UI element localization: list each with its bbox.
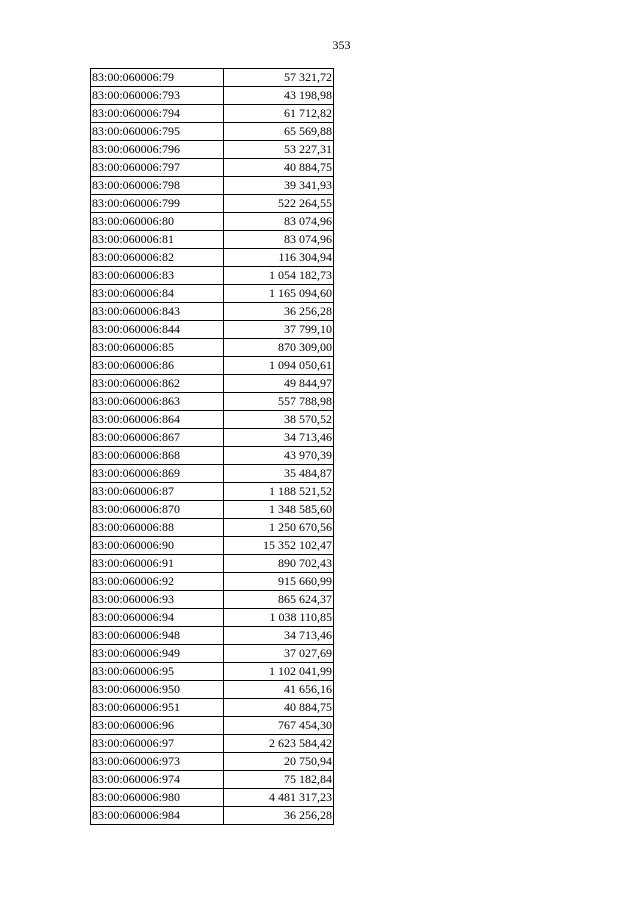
table-row [91, 699, 334, 717]
cadastral-number-cell: 83:00:060006:86 [91, 357, 224, 375]
value-cell: 1 250 670,56 [224, 519, 334, 537]
table-row [91, 411, 334, 429]
value-cell: 522 264,55 [224, 195, 334, 213]
cadastral-number-cell: 83:00:060006:867 [91, 429, 224, 447]
cadastral-number-cell: 83:00:060006:93 [91, 591, 224, 609]
value-cell: 57 321,72 [224, 69, 334, 87]
value-cell: 890 702,43 [224, 555, 334, 573]
value-cell: 53 227,31 [224, 141, 334, 159]
cadastral-number-cell: 83:00:060006:88 [91, 519, 224, 537]
value-cell: 1 054 182,73 [224, 267, 334, 285]
table-row [91, 573, 334, 591]
value-cell: 83 074,96 [224, 231, 334, 249]
value-cell: 116 304,94 [224, 249, 334, 267]
cadastral-number-cell: 83:00:060006:84 [91, 285, 224, 303]
cadastral-number-cell: 83:00:060006:844 [91, 321, 224, 339]
value-cell: 35 484,87 [224, 465, 334, 483]
value-cell: 865 624,37 [224, 591, 334, 609]
value-cell: 37 027,69 [224, 645, 334, 663]
cadastral-number-cell: 83:00:060006:97 [91, 735, 224, 753]
table-row [91, 591, 334, 609]
cadastral-number-cell: 83:00:060006:80 [91, 213, 224, 231]
value-cell: 870 309,00 [224, 339, 334, 357]
value-cell: 65 569,88 [224, 123, 334, 141]
table-row [91, 321, 334, 339]
cadastral-number-cell: 83:00:060006:950 [91, 681, 224, 699]
cadastral-number-cell: 83:00:060006:863 [91, 393, 224, 411]
table-body [91, 69, 334, 825]
cadastral-number-cell: 83:00:060006:796 [91, 141, 224, 159]
cadastral-number-cell: 83:00:060006:843 [91, 303, 224, 321]
cadastral-number-cell: 83:00:060006:973 [91, 753, 224, 771]
table-row [91, 537, 334, 555]
cadastral-number-cell: 83:00:060006:951 [91, 699, 224, 717]
table-row [91, 807, 334, 825]
cadastral-number-cell: 83:00:060006:794 [91, 105, 224, 123]
cadastral-number-cell: 83:00:060006:94 [91, 609, 224, 627]
value-cell: 915 660,99 [224, 573, 334, 591]
table-row [91, 195, 334, 213]
value-cell: 1 038 110,85 [224, 609, 334, 627]
cadastral-number-cell: 83:00:060006:82 [91, 249, 224, 267]
table-row [91, 123, 334, 141]
table-row [91, 609, 334, 627]
cadastral-number-cell: 83:00:060006:798 [91, 177, 224, 195]
table-row [91, 717, 334, 735]
cadastral-number-cell: 83:00:060006:984 [91, 807, 224, 825]
cadastral-number-cell: 83:00:060006:799 [91, 195, 224, 213]
value-cell: 557 788,98 [224, 393, 334, 411]
table-row [91, 501, 334, 519]
table-row [91, 789, 334, 807]
table-row [91, 393, 334, 411]
cadastral-number-cell: 83:00:060006:83 [91, 267, 224, 285]
cadastral-number-cell: 83:00:060006:797 [91, 159, 224, 177]
value-cell: 1 094 050,61 [224, 357, 334, 375]
value-cell: 767 454,30 [224, 717, 334, 735]
value-cell: 38 570,52 [224, 411, 334, 429]
table-row [91, 735, 334, 753]
table-row [91, 429, 334, 447]
page-number: 353 [332, 38, 351, 52]
cadastral-number-cell: 83:00:060006:980 [91, 789, 224, 807]
value-cell: 75 182,84 [224, 771, 334, 789]
table-row [91, 267, 334, 285]
value-cell: 43 198,98 [224, 87, 334, 105]
value-cell: 37 799,10 [224, 321, 334, 339]
table-row [91, 519, 334, 537]
table-row [91, 339, 334, 357]
table-row [91, 87, 334, 105]
cadastral-number-cell: 83:00:060006:91 [91, 555, 224, 573]
table-row [91, 375, 334, 393]
table-row [91, 105, 334, 123]
table-row [91, 645, 334, 663]
value-cell: 1 102 041,99 [224, 663, 334, 681]
value-cell: 2 623 584,42 [224, 735, 334, 753]
value-cell: 49 844,97 [224, 375, 334, 393]
cadastral-number-cell: 83:00:060006:793 [91, 87, 224, 105]
cadastral-number-cell: 83:00:060006:90 [91, 537, 224, 555]
cadastral-number-cell: 83:00:060006:92 [91, 573, 224, 591]
value-cell: 1 348 585,60 [224, 501, 334, 519]
value-cell: 36 256,28 [224, 807, 334, 825]
value-cell: 1 188 521,52 [224, 483, 334, 501]
value-cell: 20 750,94 [224, 753, 334, 771]
cadastral-number-cell: 83:00:060006:79 [91, 69, 224, 87]
table-row [91, 447, 334, 465]
value-cell: 41 656,16 [224, 681, 334, 699]
table-row [91, 285, 334, 303]
value-cell: 43 970,39 [224, 447, 334, 465]
value-cell: 36 256,28 [224, 303, 334, 321]
cadastral-value-table [90, 68, 334, 825]
value-cell: 83 074,96 [224, 213, 334, 231]
value-cell: 15 352 102,47 [224, 537, 334, 555]
cadastral-number-cell: 83:00:060006:85 [91, 339, 224, 357]
table-row [91, 663, 334, 681]
value-cell: 40 884,75 [224, 159, 334, 177]
cadastral-number-cell: 83:00:060006:869 [91, 465, 224, 483]
cadastral-number-cell: 83:00:060006:81 [91, 231, 224, 249]
cadastral-number-cell: 83:00:060006:948 [91, 627, 224, 645]
table-row [91, 213, 334, 231]
table-row [91, 465, 334, 483]
value-cell: 39 341,93 [224, 177, 334, 195]
value-cell: 61 712,82 [224, 105, 334, 123]
cadastral-number-cell: 83:00:060006:795 [91, 123, 224, 141]
table-row [91, 483, 334, 501]
table-row [91, 249, 334, 267]
cadastral-number-cell: 83:00:060006:87 [91, 483, 224, 501]
table-row [91, 627, 334, 645]
cadastral-number-cell: 83:00:060006:862 [91, 375, 224, 393]
value-cell: 34 713,46 [224, 429, 334, 447]
table-row [91, 681, 334, 699]
table-row [91, 231, 334, 249]
cadastral-number-cell: 83:00:060006:870 [91, 501, 224, 519]
cadastral-number-cell: 83:00:060006:974 [91, 771, 224, 789]
table-row [91, 177, 334, 195]
value-cell: 34 713,46 [224, 627, 334, 645]
cadastral-number-cell: 83:00:060006:96 [91, 717, 224, 735]
table-row [91, 771, 334, 789]
table-row [91, 159, 334, 177]
table-row [91, 753, 334, 771]
value-cell: 1 165 094,60 [224, 285, 334, 303]
table-row [91, 69, 334, 87]
table-row [91, 141, 334, 159]
table-row [91, 357, 334, 375]
value-cell: 4 481 317,23 [224, 789, 334, 807]
cadastral-number-cell: 83:00:060006:95 [91, 663, 224, 681]
cadastral-number-cell: 83:00:060006:864 [91, 411, 224, 429]
cadastral-number-cell: 83:00:060006:949 [91, 645, 224, 663]
table-row [91, 303, 334, 321]
value-cell: 40 884,75 [224, 699, 334, 717]
cadastral-number-cell: 83:00:060006:868 [91, 447, 224, 465]
table-row [91, 555, 334, 573]
